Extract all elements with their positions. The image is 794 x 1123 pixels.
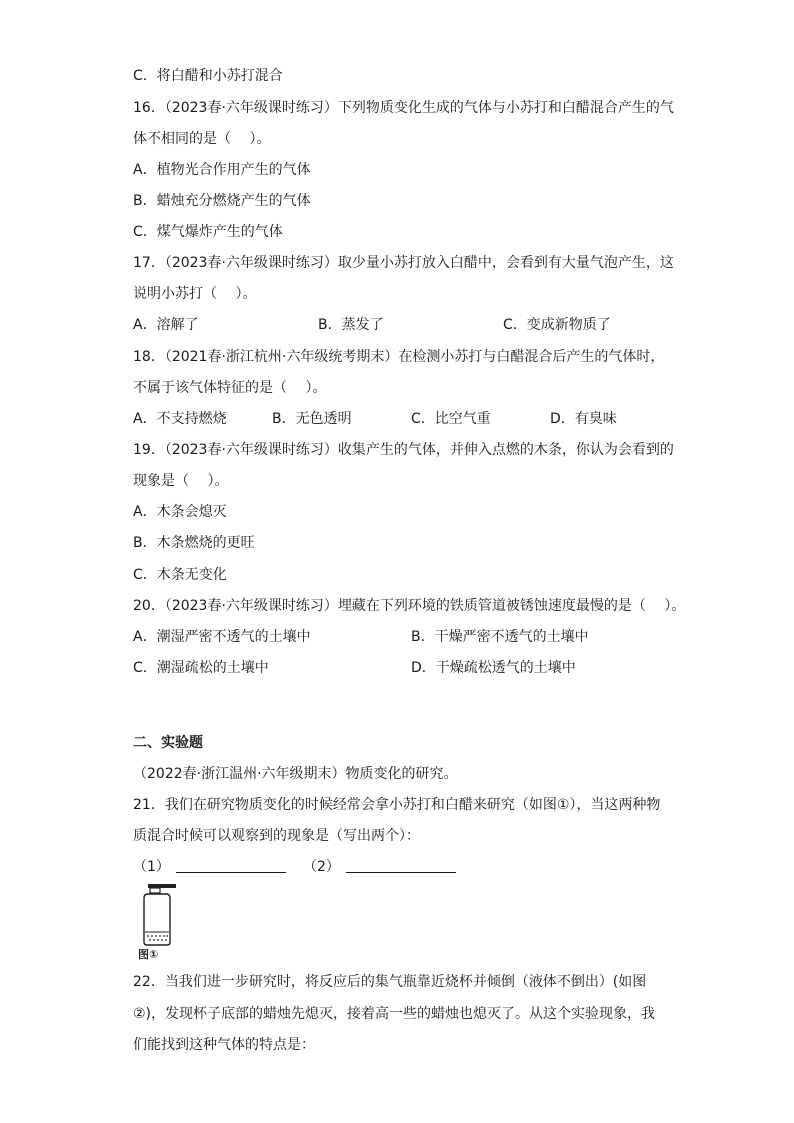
bottle-body: [144, 894, 170, 945]
q20-option-c: C．潮湿疏松的土壤中: [133, 660, 269, 676]
answer-blank-1-label: （1）: [133, 859, 170, 875]
q19-option-c: C．木条无变化: [133, 567, 227, 583]
q16-option-c: C．煤气爆炸产生的气体: [133, 224, 283, 240]
section-heading: 二、实验题: [133, 735, 203, 751]
q17-option-c: C．变成新物质了: [503, 317, 611, 333]
q18-stem-line1: 18．（2021春·浙江杭州·六年级统考期末）在检测小苏打与白醋混合后产生的气体时，: [133, 349, 665, 365]
q16-option-b: B．蜡烛充分燃烧产生的气体: [133, 193, 311, 209]
q18-stem-line2: 不属于该气体特征的是（ ）。: [133, 380, 327, 396]
q16-stem-line1: 16．（2023春·六年级课时练习）下列物质变化生成的气体与小苏打和白醋混合产生的气: [133, 100, 674, 116]
answer-blank-1[interactable]: [133, 857, 286, 877]
answer-blank-2-line[interactable]: [346, 858, 456, 873]
q22-stem-line3: 们能找到这种气体的特点是：: [133, 1037, 315, 1053]
q21-stem-line2: 质混合时候可以观察到的现象是（写出两个）：: [133, 828, 420, 844]
q17-option-a: A．溶解了: [133, 317, 199, 333]
q18-option-b: B．无色透明: [272, 411, 352, 427]
q17-stem-line1: 17．（2023春·六年级课时练习）取少量小苏打放入白醋中，会看到有大量气泡产生，这: [133, 255, 674, 271]
liquid-dots: [147, 935, 168, 941]
answer-blank-2-label: （2）: [303, 859, 340, 875]
q19-stem-line1: 19．（2023春·六年级课时练习）收集产生的气体，并伸入点燃的木条，你认为会看到的: [133, 442, 674, 458]
answer-blank-1-line[interactable]: [176, 858, 286, 873]
q18-option-c: C．比空气重: [411, 411, 491, 427]
bottle-neck: [150, 888, 160, 893]
q16-option-a: A．植物光合作用产生的气体: [133, 162, 311, 178]
q20-option-b: B．干燥严密不透气的土壤中: [411, 629, 589, 645]
q16-stem-line2: 体不相同的是（ ）。: [133, 131, 271, 147]
q18-option-d: D．有臭味: [550, 411, 617, 427]
q21-stem-line1: 21．我们在研究物质变化的时候经常会拿小苏打和白醋来研究（如图①），当这两种物: [133, 797, 661, 813]
q17-option-b: B．蒸发了: [318, 317, 384, 333]
q17-stem-line2: 说明小苏打（ ）。: [133, 286, 257, 302]
experiment-source: （2022春·浙江温州·六年级期末）物质变化的研究。: [133, 766, 458, 782]
q20-option-a: A．潮湿严密不透气的土壤中: [133, 629, 311, 645]
answer-blank-2[interactable]: [303, 857, 456, 877]
q15-option-c: C．将白醋和小苏打混合: [133, 68, 283, 84]
q19-option-a: A．木条会熄灭: [133, 504, 227, 520]
q22-stem-line2: ②)，发现杯子底部的蜡烛先熄灭，接着高一些的蜡烛也熄灭了。从这个实验现象，我: [133, 1006, 656, 1022]
figure-label: 图①: [138, 948, 159, 961]
q22-stem-line1: 22．当我们进一步研究时，将反应后的集气瓶靠近烧杯并倾倒（液体不倒出）(如图: [133, 974, 647, 990]
q20-option-d: D．干燥疏松透气的土壤中: [411, 660, 576, 676]
q19-stem-line2: 现象是（ ）。: [133, 473, 229, 489]
q18-option-a: A．不支持燃烧: [133, 411, 227, 427]
q20-stem: 20．（2023春·六年级课时练习）埋藏在下列环境的铁质管道被锈蚀速度最慢的是（ ）。: [133, 598, 686, 614]
q19-option-b: B．木条燃烧的更旺: [133, 535, 255, 551]
